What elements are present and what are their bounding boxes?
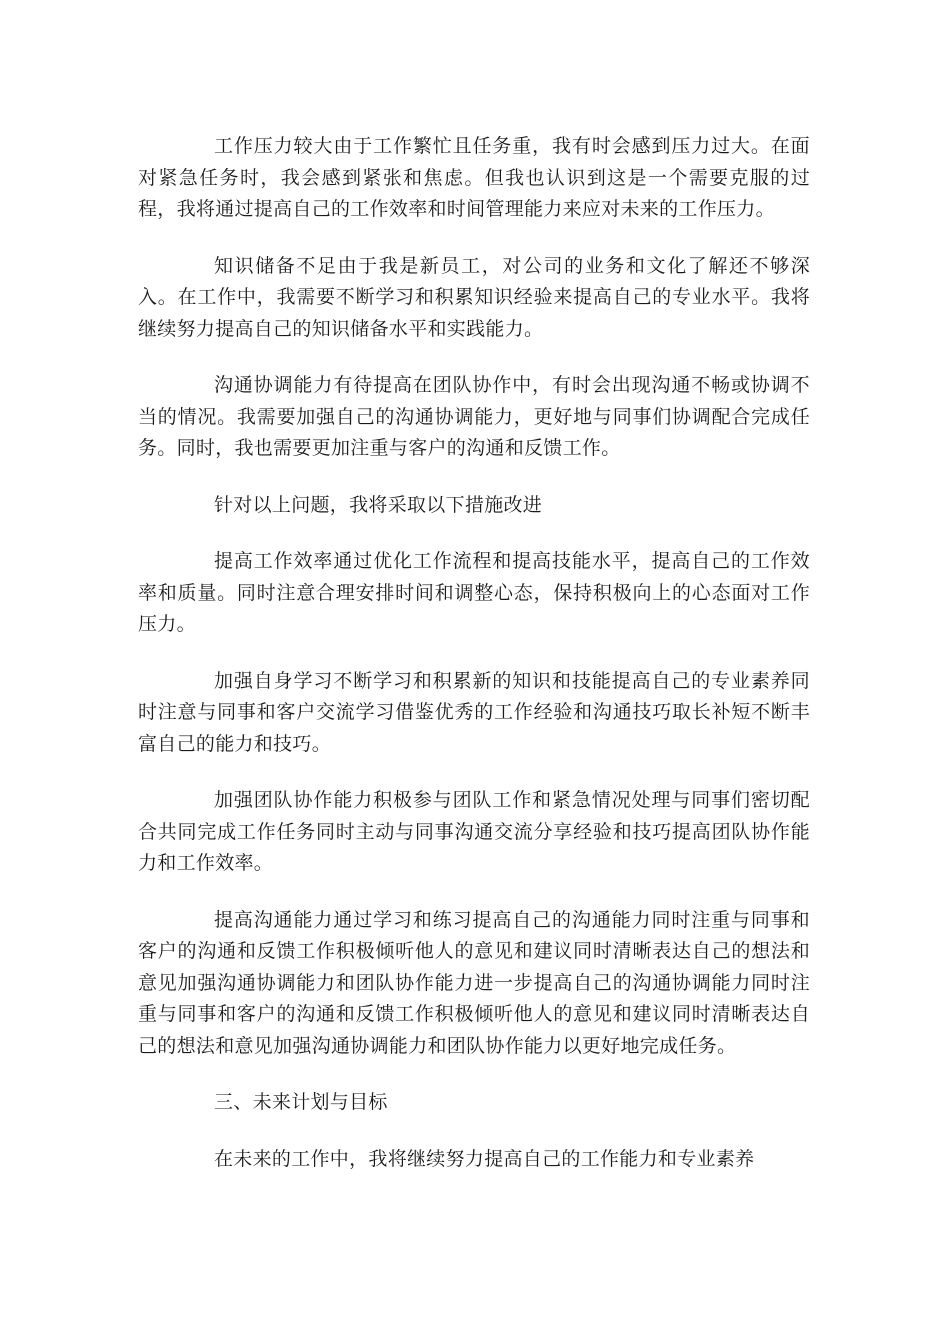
paragraph-future-work: 在未来的工作中，我将继续努力提高自己的工作能力和专业素养	[214, 1147, 755, 1170]
paragraph-knowledge-reserve: 知识储备不足由于我是新员工，对公司的业务和文化了解还不够深入。在工作中，我需要不断学习和积累知识经验来提高自己的专业水平。我将继续努力提高自己的知识储备水平和实践能力。	[138, 254, 810, 340]
section-heading-future-plans: 三、未来计划与目标	[214, 1091, 388, 1113]
paragraph-work-pressure: 工作压力较大由于工作繁忙且任务重，我有时会感到压力过大。在面对紧急任务时，我会感到紧张和焦虑。但我也认识到这是一个需要克服的过程，我将通过提高自己的工作效率和时间管理能力来应对未来的工作压力。	[138, 135, 810, 220]
paragraph-strengthen-learning: 加强自身学习不断学习和积累新的知识和技能提高自己的专业素养同时注意与同事和客户交流学习借鉴优秀的工作经验和沟通技巧取长补短不断丰富自己的能力和技巧。	[138, 669, 810, 755]
paragraph-strengthen-teamwork: 加强团队协作能力积极参与团队工作和紧急情况处理与同事们密切配合共同完成工作任务同时主动与同事沟通交流分享经验和技巧提高团队协作能力和工作效率。	[138, 789, 810, 874]
paragraph-communication-coordination: 沟通协调能力有待提高在团队协作中，有时会出现沟通不畅或协调不当的情况。我需要加强自己的沟通协调能力，更好地与同事们协调配合完成任务。同时，我也需要更加注重与客户的沟通和反馈工作。	[138, 374, 810, 459]
paragraph-improvement-intro: 针对以上问题，我将采取以下措施改进	[214, 493, 543, 516]
paragraph-improve-efficiency: 提高工作效率通过优化工作流程和提高技能水平，提高自己的工作效率和质量。同时注意合理安排时间和调整心态，保持积极向上的心态面对工作压力。	[138, 550, 810, 635]
paragraph-improve-communication: 提高沟通能力通过学习和练习提高自己的沟通能力同时注重与同事和客户的沟通和反馈工作积极倾听他人的意见和建议同时清晰表达自己的想法和意见加强沟通协调能力和团队协作能力进一步提高自己的沟通协调能力同时注重与同事和客户的沟通和反馈工作积极倾听他人的意见和建议同时清晰表达自己的想法和意见加强沟通协调能力和团队协作能力以更好地完成任务。	[138, 908, 810, 1057]
document-body	[138, 131, 810, 1200]
